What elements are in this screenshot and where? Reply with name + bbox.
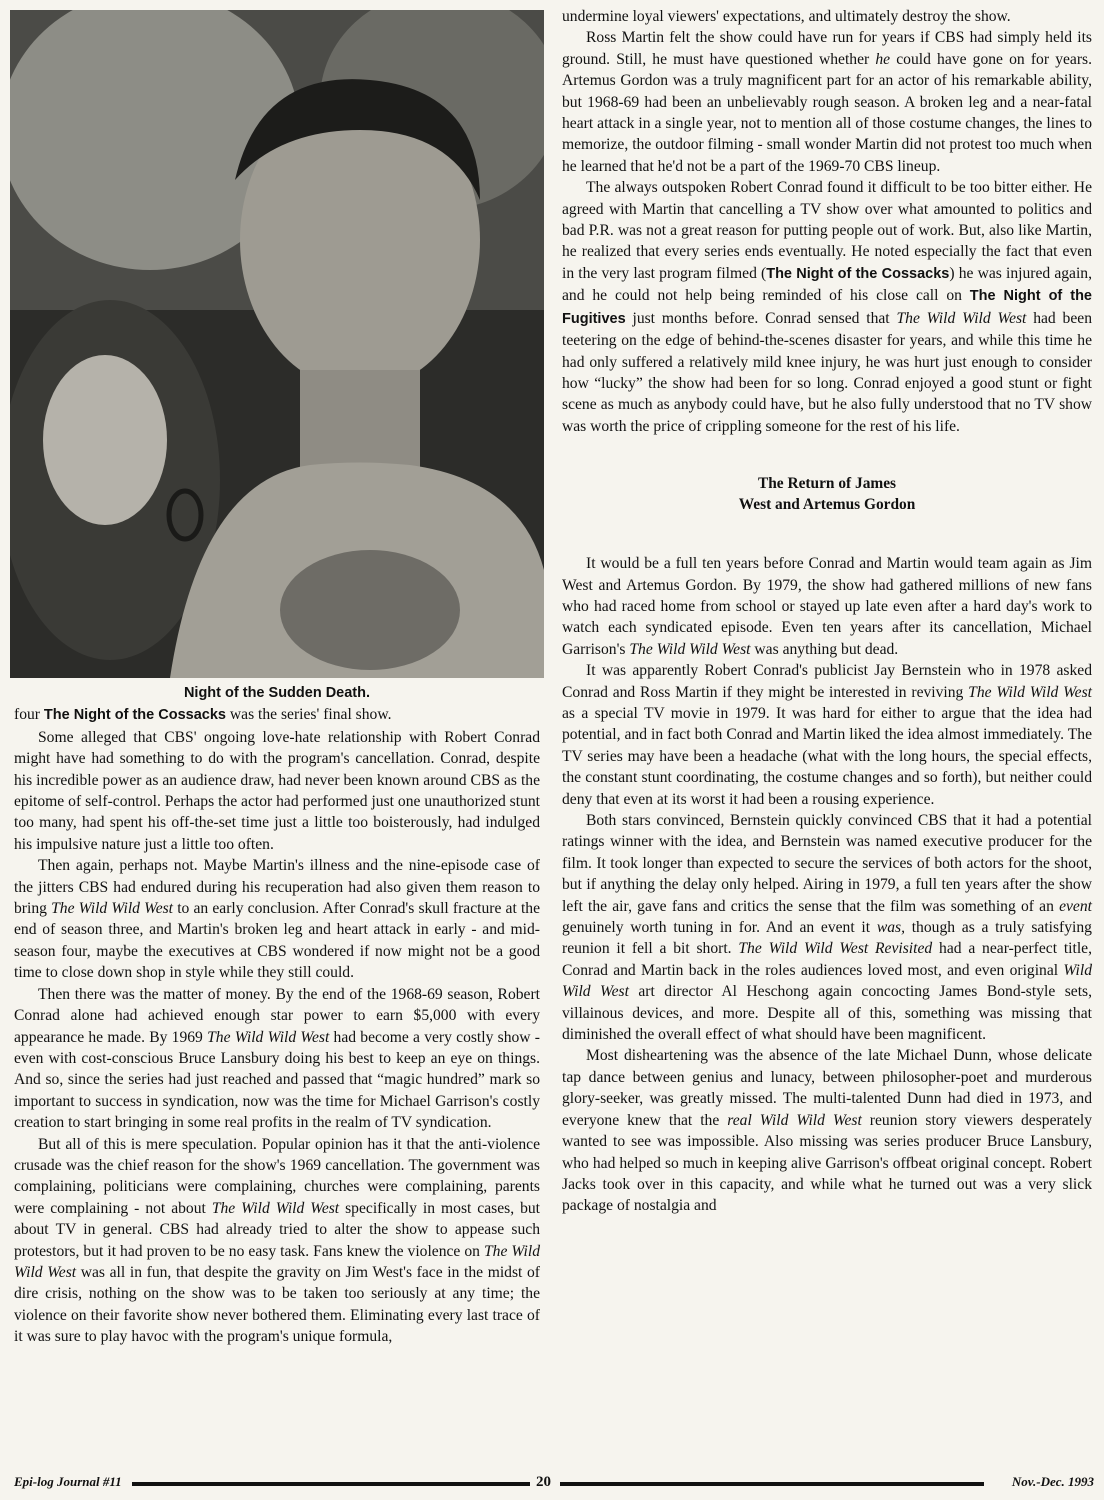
paragraph: Most disheartening was the absence of the late Michael Dunn, whose delicate tap dance between genius and lunacy, between philosopher-poet and murderous glory-seeker, was greatly missed. The multi-talented Dunn had died in 1973, and everyone knew that the real Wild Wild West reunion story viewers desperately wanted to see was impossible. Also missing was series producer Bruce Lansbury, who had helped so much in keeping alive Garrison's offbeat original concept. Robert Jacks took over in this capacity, and while what he turned out was a very slick package of nostalgia and bbox=[562, 1047, 1093, 1215]
photo-illustration bbox=[10, 10, 544, 678]
photo-caption: Night of the Sudden Death. bbox=[183, 685, 371, 701]
page-number: 20 bbox=[536, 1474, 551, 1490]
paragraph: Both stars convinced, Bernstein quickly convinced CBS that it had a potential ratings winner with the idea, and Bernstein was named executive producer for the film. It took longer than expected to secure the services of both actors for the shoot, but if anything the delay only helped. Airing in 1979, a full ten years after the show left the air, gave fans and critics the sense that the film was something of an event genuinely worth tuning in for. And an event it was, though as a truly satisfying reunion it fell a bit short. The Wild Wild West Revisited had a near-perfect title, Conrad and Martin back in the roles audiences loved most, and even original Wild Wild West art director Al Heschong again concocting James Bond-style sets, villainous devices, and more. Despite all of this, something was missing that diminished the overall effect of what should have been magnificent. bbox=[562, 812, 1093, 1044]
page-footer bbox=[14, 1474, 1094, 1494]
paragraph: Then again, perhaps not. Maybe Martin's illness and the nine-episode case of the jitters CBS had endured during his recuperation had also given them reason to bring The Wild Wild West to an early conclusion. After Conrad's skull fracture at the end of season three, and Martin's broken leg and heart attack in early - and mid-season four, maybe the executives at CBS wondered if now might not be a good time to close down shop in style while they still could. bbox=[14, 857, 541, 982]
section-heading: The Return of James West and Artemus Gordon bbox=[738, 475, 916, 514]
left-column bbox=[14, 10, 540, 1348]
paragraph: undermine loyal viewers' expectations, and ultimately destroy the show. bbox=[562, 8, 1011, 25]
footer-rule-right bbox=[560, 1482, 984, 1486]
photo-still bbox=[10, 10, 544, 678]
paragraph: four The Night of the Cossacks was the series' final show. bbox=[14, 706, 392, 724]
paragraph: The always outspoken Robert Conrad found it difficult to be too bitter either. He agreed with Martin that cancelling a TV show over what amounted to politics and bad P.R. was not a great reason for putting people out of work. But, also like Martin, he realized that every series ends eventually. He noted especially the fact that even in the very last program filmed (The Night of the Cossacks) he was injured again, and he could not help being reminded of his close call on The Night of the Fugitives just months before. Conrad sensed that The Wild Wild West had been teetering on the edge of behind-the-scenes disaster for years, and while this time he had only suffered a relatively mild knee injury, he was hurt just enough to consider how “lucky” the show had been for so long. Conrad enjoyed a good stunt or fight scene as much as anybody could have, but he also fully understood that no TV show was worth the price of crippling someone for the rest of his life. bbox=[562, 179, 1092, 435]
paragraph: Some alleged that CBS' ongoing love-hate relationship with Robert Conrad might have had something to do with the program's cancellation. Conrad, despite his incredible power as an audience draw, had never been known around CBS as the epitome of self-control. Perhaps the actor had performed just one unauthorized stunt too many, had spent his off-the-set time just a little too boisterously, had indulged his impulsive nature just a little too often. bbox=[14, 728, 540, 853]
paragraph: Then there was the matter of money. By the end of the 1968-69 season, Robert Conrad alone had achieved enough star power to earn $5,000 with every appearance he made. By 1969 The Wild Wild West had become a very costly show - even with cost-conscious Bruce Lansbury doing his best to keep an eye on things. And so, since the series had just reached and passed that “magic hundred” mark so important to success in syndication, now was the time for Michael Garrison's costly creation to start bringing in some real profits in the realm of TV syndication. bbox=[14, 985, 540, 1132]
footer-rule-left bbox=[132, 1482, 530, 1486]
footer-date: Nov.-Dec. 1993 bbox=[1011, 1474, 1094, 1489]
paragraph: It would be a full ten years before Conrad and Martin would team again as Jim West and Artemus Gordon. By 1979, the show had gathered millions of new fans who had raced home from school or stayed up late even after a hard day's work to watch each syndicated episode. Even ten years after its cancellation, Michael Garrison's The Wild Wild West was anything but dead. bbox=[562, 555, 1092, 658]
paragraph: It was apparently Robert Conrad's publicist Jay Bernstein who in 1978 asked Conrad and Ross Martin if they might be interested in reviving The Wild Wild West as a special TV movie in 1979. It was hard for either to argue that the idea had potential, and in fact both Conrad and Martin liked the idea almost immediately. The TV series may have been a headache (what with the long hours, the special effects, the constant stunt coordinating, the costume changes and so forth), but neither could deny that even at its worst it had been a rousing experience. bbox=[562, 662, 1092, 808]
footer-publication: Epi-log Journal #11 bbox=[14, 1474, 122, 1489]
paragraph: But all of this is mere speculation. Popular opinion has it that the anti-violence crusade was the chief reason for the show's 1969 cancellation. The government was complaining, politicians were complaining, churches were complaining, parents were complaining - not about The Wild Wild West specifically in most cases, but about TV in general. CBS had already tried to alter the show to appease such protestors, but it had proven to be no easy task. Fans knew the violence on The Wild Wild West was all in fun, that despite the gravity on Jim West's face in the midst of dire crisis, nothing on the show was to be taken too seriously at any time; the violence on their favorite show never bothered them. Eliminating every last trace of it was sure to play havoc with the program's unique formula, bbox=[14, 1135, 541, 1346]
paragraph: Ross Martin felt the show could have run for years if CBS had simply held its ground. Still, he must have questioned whether he could have gone on for years. Artemus Gordon was a truly magnificent part for an actor of his remarkable ability, but 1968-69 had been an unbelievably rough season. A broken leg and a near-fatal heart attack in a single year, not to mention all of those costume changes, the lines to memorize, the outdoor filming - small wonder Martin did not protest too much when he learned that he'd not be a part of the 1969-70 CBS lineup. bbox=[562, 29, 1093, 175]
right-column bbox=[562, 6, 1092, 1217]
